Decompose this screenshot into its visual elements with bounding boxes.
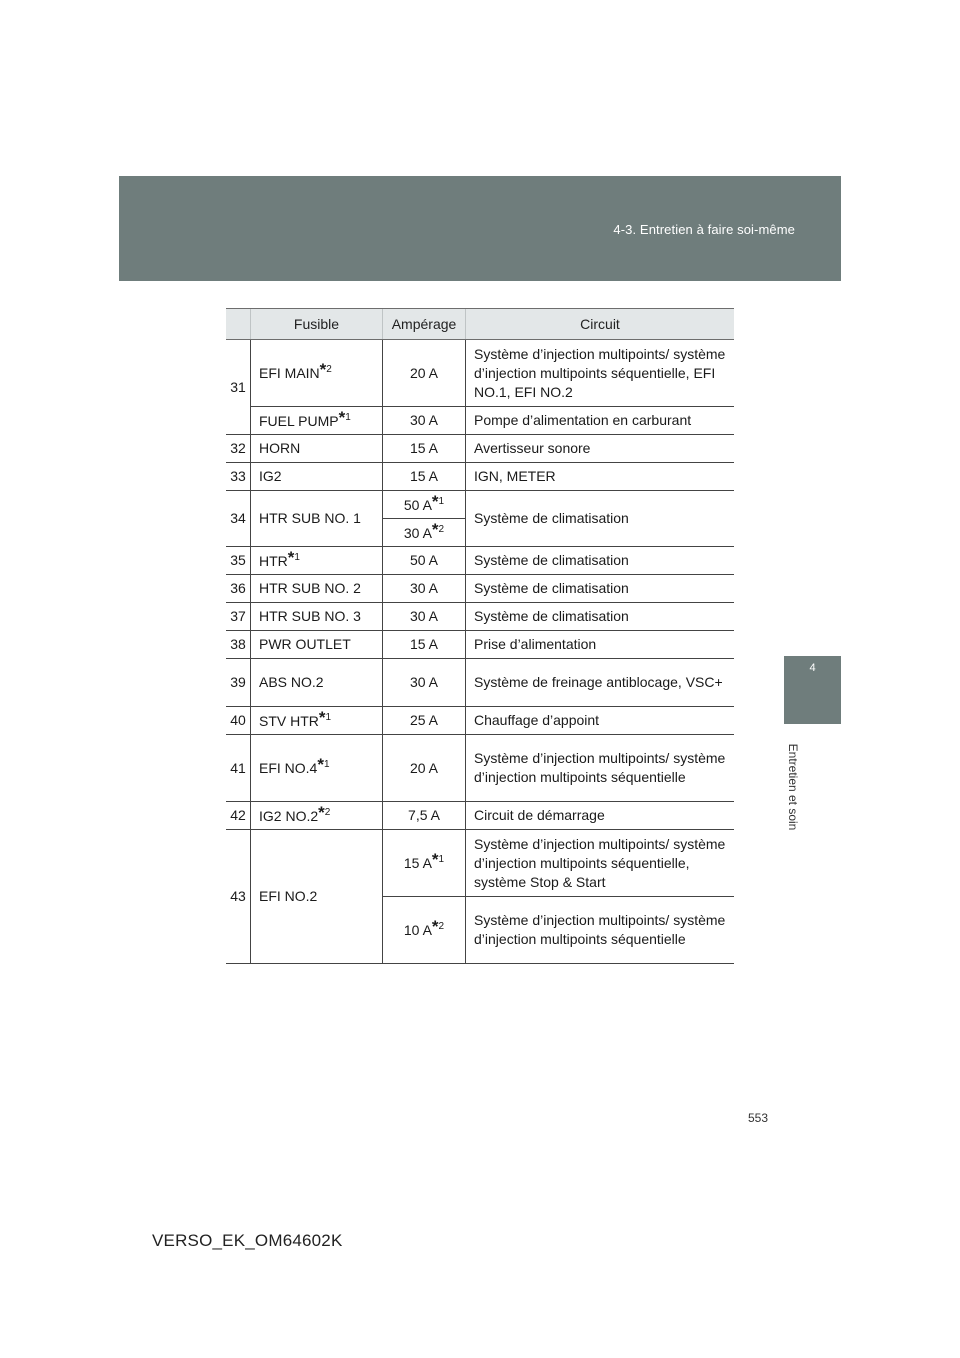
table-row <box>226 802 734 830</box>
fuse-number: 33 <box>226 463 251 491</box>
fuse-circuit: Système de freinage antiblocage, VSC+ <box>466 659 735 707</box>
fuse-name: EFI NO.4*$^1$ <box>251 735 383 802</box>
table-row <box>226 340 734 407</box>
table-row <box>226 547 734 575</box>
fuse-circuit: IGN, METER <box>466 463 735 491</box>
fuse-circuit: Circuit de démarrage <box>466 802 735 830</box>
fuse-circuit: Système d’injection multipoints/ système d’injection multipoints séquentielle, système Stop & Start <box>466 830 735 897</box>
fuse-number: 32 <box>226 435 251 463</box>
table-row <box>226 435 734 463</box>
column-header-amperage: Ampérage <box>383 309 466 340</box>
chapter-side-label: Entretien et soin <box>786 743 800 831</box>
fuse-amperage: 15 A <box>383 435 466 463</box>
fuse-circuit: Système de climatisation <box>466 491 735 547</box>
fuse-amperage: 50 A <box>383 547 466 575</box>
fuse-number: 36 <box>226 575 251 603</box>
fuse-number: 38 <box>226 631 251 659</box>
fuse-circuit: Chauffage d’appoint <box>466 707 735 735</box>
note-star: * <box>318 707 326 727</box>
fuse-name: ABS NO.2 <box>251 659 383 707</box>
column-header-number <box>226 309 251 340</box>
fuse-name: EFI NO.2 <box>251 830 383 964</box>
note-star: * <box>431 491 439 511</box>
fuse-circuit: Système d’injection multipoints/ système d’injection multipoints séquentielle, EFI NO.1, EFI NO.2 <box>466 340 735 407</box>
column-header-circuit: Circuit <box>466 309 735 340</box>
chapter-header-band <box>119 176 841 281</box>
fuse-amperage: 15 A <box>383 463 466 491</box>
fuse-number: 34 <box>226 491 251 547</box>
fuse-circuit: Système de climatisation <box>466 547 735 575</box>
note-ref: 2 <box>438 523 445 535</box>
note-star: * <box>431 917 439 936</box>
table-row <box>226 659 734 707</box>
chapter-number: 4 <box>809 662 816 674</box>
table-row <box>226 707 734 735</box>
fuse-name: HTR SUB NO. 1 <box>251 491 383 547</box>
table-row <box>226 830 734 897</box>
fuse-circuit: Avertisseur sonore <box>466 435 735 463</box>
fuse-number: 31 <box>226 340 251 435</box>
fuse-circuit: Système d’injection multipoints/ système d’injection multipoints séquentielle <box>466 897 735 964</box>
fuse-name: HORN <box>251 435 383 463</box>
note-ref: 1 <box>323 759 330 770</box>
fuse-name: IG2 NO.2*$^2$ <box>251 802 383 830</box>
table-row <box>226 463 734 491</box>
fuse-amperage: 20 A <box>383 735 466 802</box>
fuse-amperage: 20 A <box>383 340 466 407</box>
fuse-amperage: 30 A <box>383 407 466 435</box>
fuse-amperage: 10 A*$^2$ <box>383 897 466 964</box>
note-ref: 2 <box>438 921 445 932</box>
table-row <box>226 491 734 519</box>
fuse-number: 37 <box>226 603 251 631</box>
fuse-number: 41 <box>226 735 251 802</box>
fuse-circuit: Système d’injection multipoints/ système d’injection multipoints séquentielle <box>466 735 735 802</box>
note-ref: 1 <box>294 551 300 563</box>
fuse-name: HTR*$^1$ <box>251 547 383 575</box>
fuse-name: FUEL PUMP*$^1$ <box>251 407 383 435</box>
fuse-amperage: 30 A*$^2$ <box>383 519 466 547</box>
fuse-number: 40 <box>226 707 251 735</box>
page-number: 553 <box>748 1111 769 1125</box>
fuse-circuit: Prise d’alimentation <box>466 631 735 659</box>
table-row <box>226 735 734 802</box>
table-row <box>226 631 734 659</box>
note-ref: 2 <box>324 806 331 818</box>
note-star: * <box>319 360 327 379</box>
fuse-number: 43 <box>226 830 251 964</box>
fuse-name: EFI MAIN*$^2$ <box>251 340 383 407</box>
fuse-name: HTR SUB NO. 3 <box>251 603 383 631</box>
fuse-name: PWR OUTLET <box>251 631 383 659</box>
fuse-amperage: 7,5 A <box>383 802 466 830</box>
table-row <box>226 407 734 435</box>
fuse-circuit: Système de climatisation <box>466 603 735 631</box>
note-star: * <box>287 547 295 567</box>
chapter-side-label-wrap <box>786 732 800 842</box>
note-ref: 1 <box>325 711 332 723</box>
note-star: * <box>431 850 439 869</box>
table-row <box>226 603 734 631</box>
note-ref: 1 <box>438 495 445 507</box>
document-id: VERSO_EK_OM64602K <box>152 1231 343 1250</box>
chapter-section-title: 4-3. Entretien à faire soi-même <box>613 222 795 237</box>
fuse-number: 42 <box>226 802 251 830</box>
fuse-name: STV HTR*$^1$ <box>251 707 383 735</box>
fuse-circuit: Système de climatisation <box>466 575 735 603</box>
fuse-name: HTR SUB NO. 2 <box>251 575 383 603</box>
fuse-amperage: 15 A*$^1$ <box>383 830 466 897</box>
fuse-amperage: 50 A*$^1$ <box>383 491 466 519</box>
table-row <box>226 575 734 603</box>
note-ref: 2 <box>326 364 332 375</box>
fuse-table <box>226 308 734 964</box>
column-header-fuse: Fusible <box>251 309 383 340</box>
fuse-number: 35 <box>226 547 251 575</box>
fuse-amperage: 25 A <box>383 707 466 735</box>
note-star: * <box>318 802 325 822</box>
chapter-side-tab <box>784 656 841 724</box>
note-star: * <box>317 755 324 774</box>
note-star: * <box>431 519 439 539</box>
fuse-amperage: 30 A <box>383 659 466 707</box>
fuse-name: IG2 <box>251 463 383 491</box>
fuse-amperage: 30 A <box>383 603 466 631</box>
fuse-amperage: 15 A <box>383 631 466 659</box>
fuse-amperage: 30 A <box>383 575 466 603</box>
note-ref: 1 <box>438 854 445 865</box>
note-ref: 1 <box>345 411 351 423</box>
fuse-number: 39 <box>226 659 251 707</box>
fuse-circuit: Pompe d’alimentation en carburant <box>466 407 735 435</box>
note-star: * <box>338 407 346 427</box>
table-header-row <box>226 309 734 340</box>
